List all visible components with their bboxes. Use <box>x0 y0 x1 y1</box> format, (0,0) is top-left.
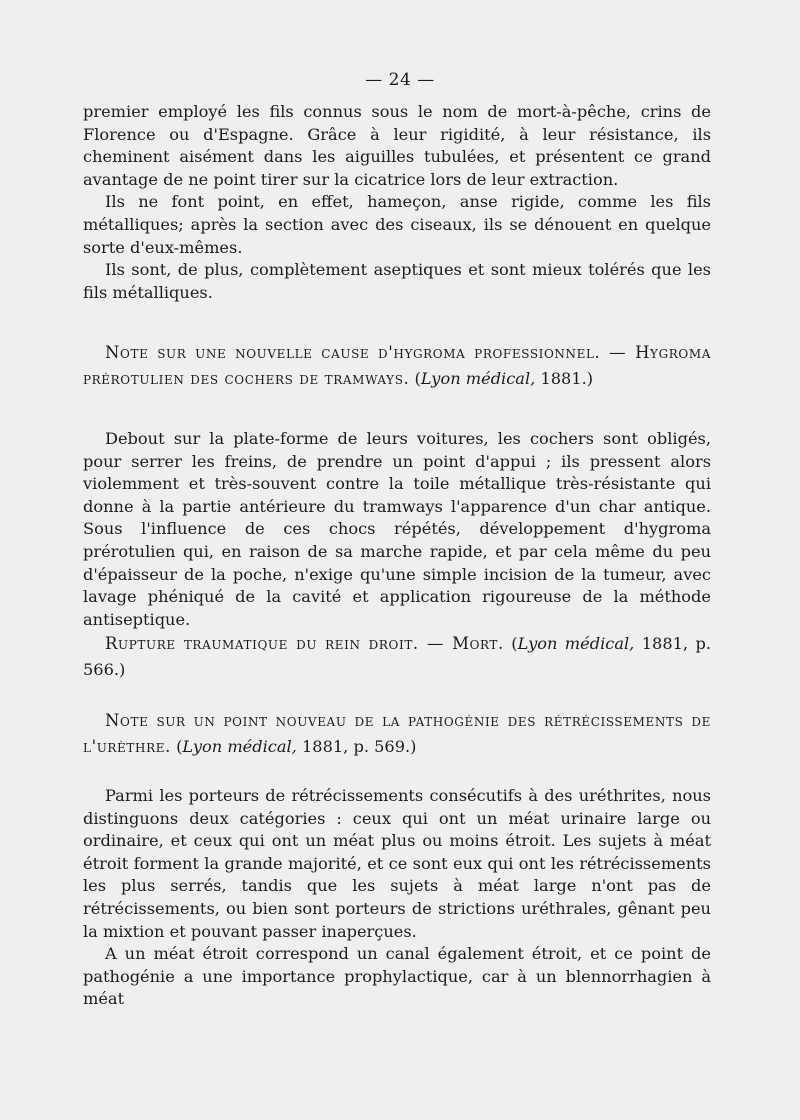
hygroma-heading: Note sur une nouvelle cause d'hygroma professionnel. — Hygroma prérotulien des cochers de tramways. (Lyon médical, 1881.) <box>83 343 711 388</box>
rupture-title: Rupture traumatique du rein droit. — Mort. <box>105 634 504 653</box>
rupture-ref-journal: Lyon médical, <box>517 634 635 653</box>
hygroma-section <box>83 428 711 631</box>
retrecissements-ref-rest: 1881, p. 569.) <box>301 737 417 756</box>
intro-section <box>83 101 711 304</box>
intro-paragraph-3: Ils sont, de plus, complètement aseptiques et sont mieux tolérés que les fils métalliques. <box>83 260 711 302</box>
hygroma-title: Note sur une nouvelle cause d'hygroma professionnel. — Hygroma prérotulien des cochers de tramways. <box>83 343 711 388</box>
retrecissements-section <box>83 785 711 1011</box>
retrecissements-heading: Note sur un point nouveau de la pathogénie des rétrécissements de l'urèthre. (Lyon médical, 1881, p. 569.) <box>83 711 711 756</box>
retrecissements-title: Note sur un point nouveau de la pathogénie des rétrécissements de l'urèthre. <box>83 711 711 756</box>
retrecissements-paragraph-1: Parmi les porteurs de rétrécissements consécutifs à des uréthrites, nous distinguons deux catégories : ceux qui ont un méat urinaire large ou ordinaire, et ceux qui ont un méat plus ou moins étroit. Les sujets à méat étroit forment la grande majorité, et ce sont eux qui ont les rétrécissements les plus serrés, tandis que les sujets à méat large n'ont pas de rétrécissements, ou bien sont porteurs de strictions uréthrales, gênant peu la mixtion et pouvant passer inaperçues. <box>83 786 711 941</box>
hygroma-body: Debout sur la plate-forme de leurs voitures, les cochers sont obligés, pour serrer les freins, de prendre un point d'appui ; ils pressent alors violemment et très-souvent contre la toile métallique très-résistante qui donne à la partie antérieure du tramways l'apparence d'un char antique. Sous l'influence de ces chocs répétés, développement d'hygroma prérotulien qui, en raison de sa marche rapide, et par cela même du peu d'épaisseur de la poche, n'exige qu'une simple incision de la tumeur, avec lavage phéniqué de la cavité et application rigoureuse de la méthode antiseptique. <box>83 429 711 629</box>
hygroma-ref-journal: Lyon médical, <box>420 369 536 388</box>
intro-paragraph-1: premier employé les fils connus sous le nom de mort-à-pêche, crins de Florence ou d'Espagne. Grâce à leur rigidité, à leur résistance, ils cheminent aisément dans les aiguilles tubulées, et présentent ce grand avantage de ne point tirer sur la cicatrice lors de leur extraction. <box>83 102 711 189</box>
rupture-heading: Rupture traumatique du rein droit. — Mort. (Lyon médical, 1881, p. 566.) <box>83 634 712 679</box>
retrecissements-paragraph-2: A un méat étroit correspond un canal également étroit, et ce point de pathogénie a une importance prophylactique, car à un blennorrhagien à méat <box>83 944 711 1009</box>
retrecissements-ref-journal: Lyon médical, <box>182 737 297 756</box>
intro-paragraph-2: Ils ne font point, en effet, hameçon, anse rigide, comme les fils métalliques; après la section avec des ciseaux, ils se dénouent en quelque sorte d'eux-mêmes. <box>83 192 711 257</box>
rupture-ref-rest: 1881, p. 566.) <box>83 634 712 679</box>
hygroma-ref-year: 1881.) <box>540 369 594 388</box>
page-number: — 24 — <box>365 70 435 90</box>
